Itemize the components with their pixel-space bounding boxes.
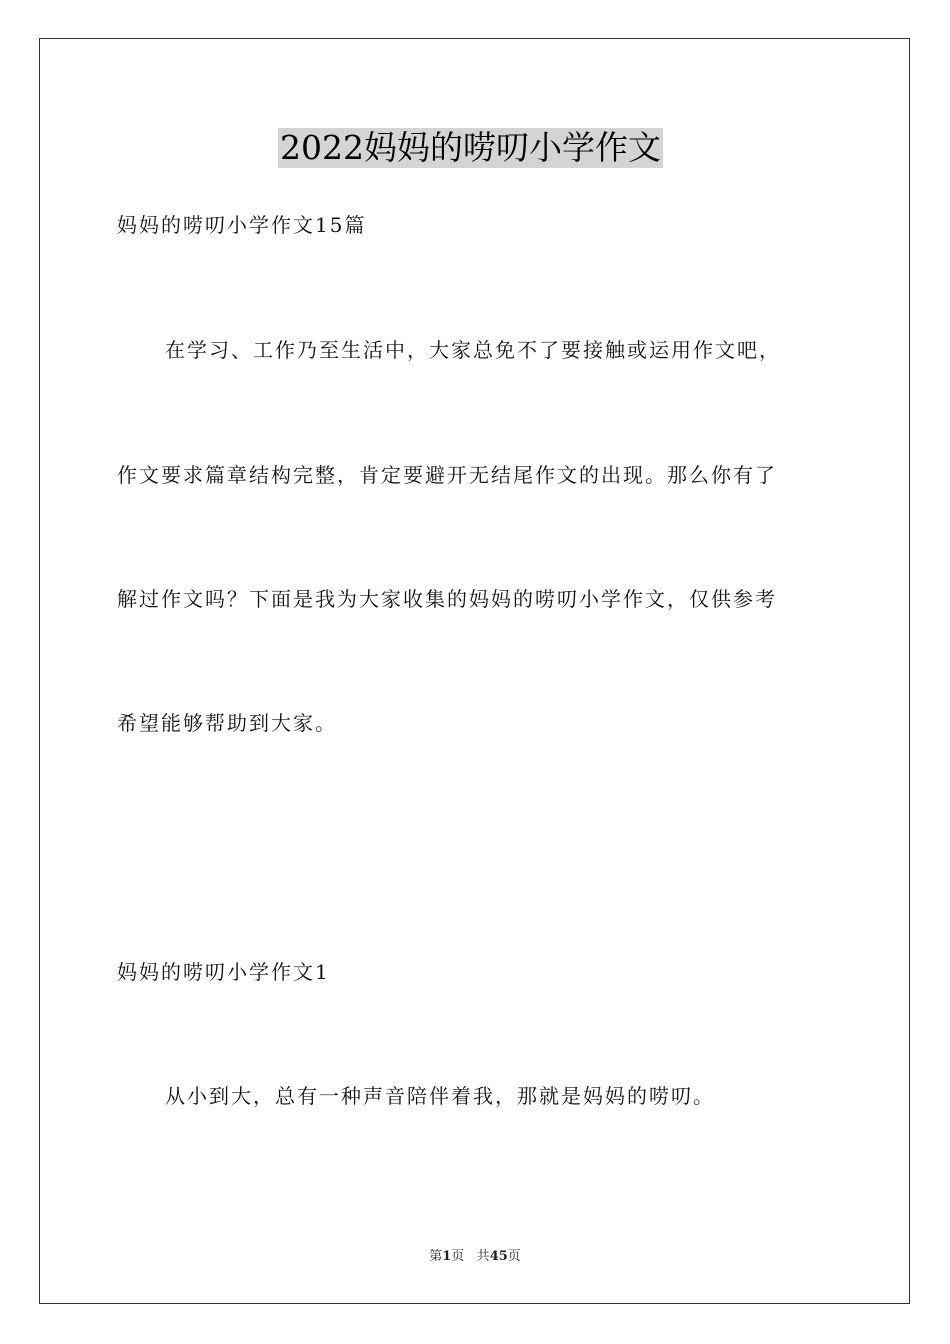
- section-paragraph-line: 从小到大，总有一种声音陪伴着我，那就是妈妈的唠叨。: [165, 1084, 715, 1108]
- section-heading: 妈妈的唠叨小学作文1: [117, 960, 330, 984]
- intro-line-1: 在学习、工作乃至生活中，大家总免不了要接触或运用作文吧，: [165, 338, 781, 362]
- intro-line-4: 希望能够帮助到大家。: [117, 711, 337, 735]
- footer-total-pages: 45: [489, 1249, 508, 1264]
- footer-page-suffix: 页: [451, 1249, 465, 1264]
- intro-line-3: 解过作文吗？下面是我为大家收集的妈妈的唠叨小学作文，仅供参考: [117, 587, 777, 611]
- page-footer: [0, 1248, 950, 1266]
- document-subtitle: 妈妈的唠叨小学作文15篇: [117, 213, 367, 237]
- footer-page-prefix: 第: [429, 1249, 443, 1264]
- footer-total-suffix: 页: [507, 1249, 521, 1264]
- document-title: 2022妈妈的唠叨小学作文: [280, 128, 661, 167]
- footer-page-number: 1: [442, 1249, 452, 1264]
- footer-total-prefix: 共: [476, 1249, 490, 1264]
- intro-line-2: 作文要求篇章结构完整，肯定要避开无结尾作文的出现。那么你有了: [117, 463, 777, 487]
